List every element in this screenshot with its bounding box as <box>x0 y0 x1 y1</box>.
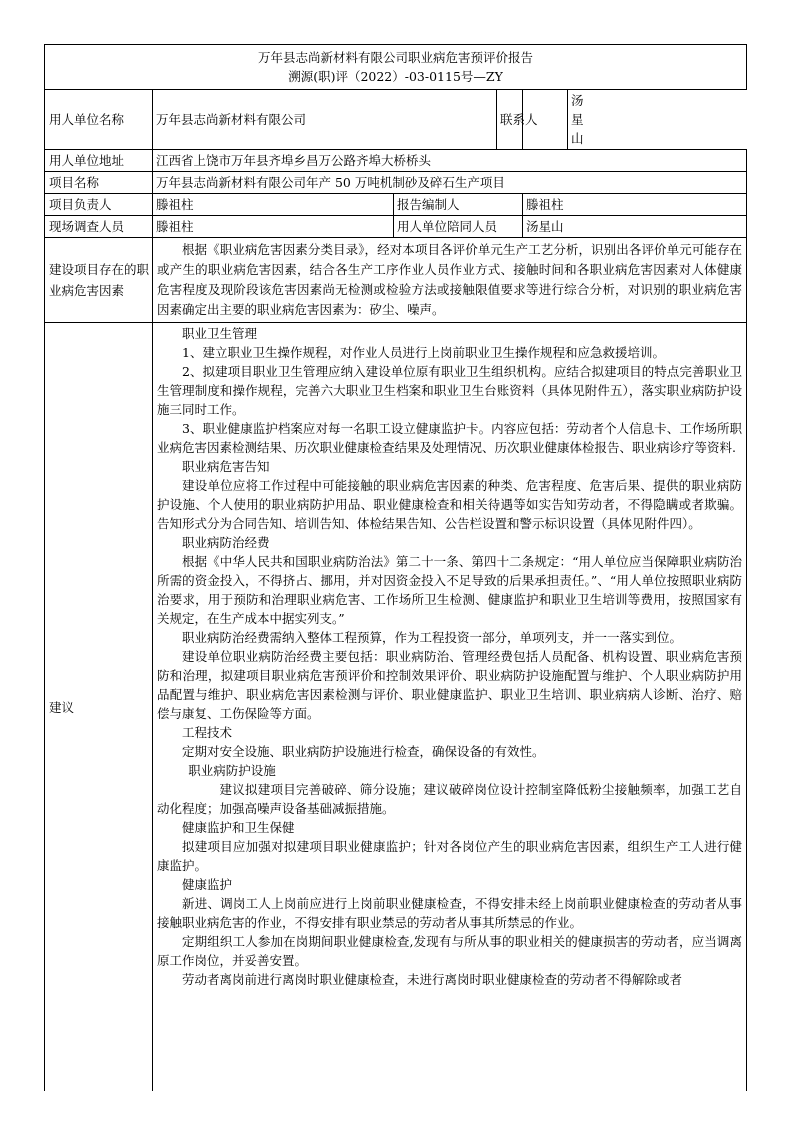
address-value: 江西省上饶市万年县齐埠乡昌万公路齐埠大桥桥头 <box>153 150 747 172</box>
paragraph: 拟建项目应加强对拟建项目职业健康监护；针对各岗位产生的职业病危害因素，组织生产工人进行健康监护。 <box>157 839 743 873</box>
suggest-cell <box>153 323 747 1092</box>
surveyor-label: 现场调查人员 <box>45 216 153 238</box>
paragraph: 建议拟建项目完善破碎、筛分设施；建议破碎岗位设计控制室降低粉尘接触频率，加强工艺自动化程度；加强高噪声设备基础减振措施。 <box>157 782 743 816</box>
section-title: 职业病防护设施 <box>188 763 276 778</box>
surveyor-row <box>45 216 747 238</box>
title-cell <box>45 45 747 90</box>
contact-label: 联系人 <box>497 90 568 149</box>
project-value: 万年县志尚新材料有限公司年产 50 万吨机制砂及碎石生产项目 <box>153 172 747 194</box>
paragraph: 劳动者离岗前进行离岗时职业健康检查，未进行离岗时职业健康检查的劳动者不得解除或者 <box>182 972 683 987</box>
leader-row <box>45 194 747 216</box>
employer-value: 万年县志尚新材料有限公司 <box>153 90 497 150</box>
suggest-row <box>45 323 747 1092</box>
section-title: 健康监护和卫生保健 <box>182 820 295 835</box>
paragraph: 建设单位应将工作过程中可能接触的职业病危害因素的种类、危害程度、危害后果、提供的职业病防护设施、个人使用的职业病防护用品、职业健康检查和相关待遇等如实告知劳动者，不得隐瞒或者欺骗。告知形式分为合同告知、培训告知、体检结果告知、公告栏设置和警示标识设置（具体见附件四）。 <box>157 478 743 531</box>
project-row <box>45 172 747 194</box>
report-table <box>44 44 747 1091</box>
escort-value: 汤星山 <box>523 216 747 238</box>
title-row <box>45 45 747 90</box>
paragraph: 定期对安全设施、职业病防护设施进行检查，确保设备的有效性。 <box>182 744 545 759</box>
section-title: 职业卫生管理 <box>182 326 258 341</box>
hazard-label: 建设项目存在的职业病危害因素 <box>45 238 153 323</box>
paragraph: 2、拟建项目职业卫生管理应纳入建设单位原有职业卫生组织机构。应结合拟建项目的特点完善职业卫生管理制度和操作规程，完善六大职业卫生档案和职业卫生台账资料（具体见附件五），落实职业病防护设施三同时工作。 <box>157 364 743 417</box>
author-label: 报告编制人 <box>394 194 523 216</box>
paragraph: 新进、调岗工人上岗前应进行上岗前职业健康检查，不得安排未经上岗前职业健康检查的劳动者从事接触职业病危害的作业，不得安排有职业禁忌的劳动者从事其所禁忌的作业。 <box>157 896 743 930</box>
hazard-text: 根据《职业病危害因素分类目录》，经对本项目各评价单元生产工艺分析，识别出各评价单元可能存在或产生的职业病危害因素，结合各生产工序作业人员作业方式、接触时间和各职业病危害因素对人体健康危害程度及现阶段该危害因素尚无检测或检验方法或接触限值要求等进行综合分析，对识别的职业病危害因素确定出主要的职业病危害因素为：矽尘、噪声。 <box>157 242 743 317</box>
hazard-row <box>45 238 747 323</box>
leader-label: 项目负责人 <box>45 194 153 216</box>
hazard-cell <box>153 238 747 323</box>
paragraph: 职业病防治经费需纳入整体工程预算，作为工程投资一部分，单项列支，并一一落实到位。 <box>182 630 683 645</box>
section-title: 健康监护 <box>182 877 233 892</box>
leader-value: 滕祖柱 <box>153 194 394 216</box>
address-label: 用人单位地址 <box>45 150 153 172</box>
report-title: 万年县志尚新材料有限公司职业病危害预评价报告 <box>258 50 534 65</box>
author-value: 滕祖柱 <box>523 194 747 216</box>
paragraph: 定期组织工人参加在岗期间职业健康检查,发现有与所从事的职业相关的健康损害的劳动者，应当调离原工作岗位，并妥善安置。 <box>157 934 743 968</box>
paragraph: 3、职业健康监护档案应对每一名职工设立健康监护卡。内容应包括：劳动者个人信息卡、工作场所职业病危害因素检测结果、历次职业健康检查结果及处理情况、历次职业健康体检报告、职业病诊疗等资料. <box>157 421 743 455</box>
paragraph: 根据《中华人民共和国职业病防治法》第二十一条、第四十二条规定：“用人单位应当保障职业病防治所需的资金投入，不得挤占、挪用，并对因资金投入不足导致的后果承担责任。”、“用人单位按照职业病防治要求，用于预防和治理职业病危害、工作场所卫生检测、健康监护和职业卫生培训等费用，按照国家有关规定，在生产成本中据实列支。” <box>157 554 743 626</box>
employer-row <box>45 90 747 150</box>
address-row <box>45 150 747 172</box>
escort-label: 用人单位陪同人员 <box>394 216 523 238</box>
contact-cell: 联系人 汤星山 <box>497 90 523 150</box>
project-label: 项目名称 <box>45 172 153 194</box>
section-title: 工程技术 <box>182 725 233 740</box>
suggest-label: 建议 <box>45 323 153 1092</box>
section-title: 职业病危害告知 <box>182 459 270 474</box>
employer-label: 用人单位名称 <box>45 90 153 150</box>
paragraph: 建设单位职业病防治经费主要包括：职业病防治、管理经费包括人员配备、机构设置、职业病危害预防和治理，拟建项目职业病危害预评价和控制效果评价、职业病防护设施配置与维护、个人职业病防护用品配置与维护、职业病危害因素检测与评价、职业健康监护、职业卫生培训、职业病病人诊断、治疗、赔偿与康复、工伤保险等方面。 <box>157 649 743 721</box>
surveyor-value: 滕祖柱 <box>153 216 394 238</box>
paragraph: 1、建立职业卫生操作规程，对作业人员进行上岗前职业卫生操作规程和应急救援培训。 <box>182 345 665 360</box>
section-title: 职业病防治经费 <box>182 535 270 550</box>
report-form <box>44 44 746 1091</box>
report-code: 溯源(职)评（2022）-03-0115号—ZY <box>288 69 503 84</box>
